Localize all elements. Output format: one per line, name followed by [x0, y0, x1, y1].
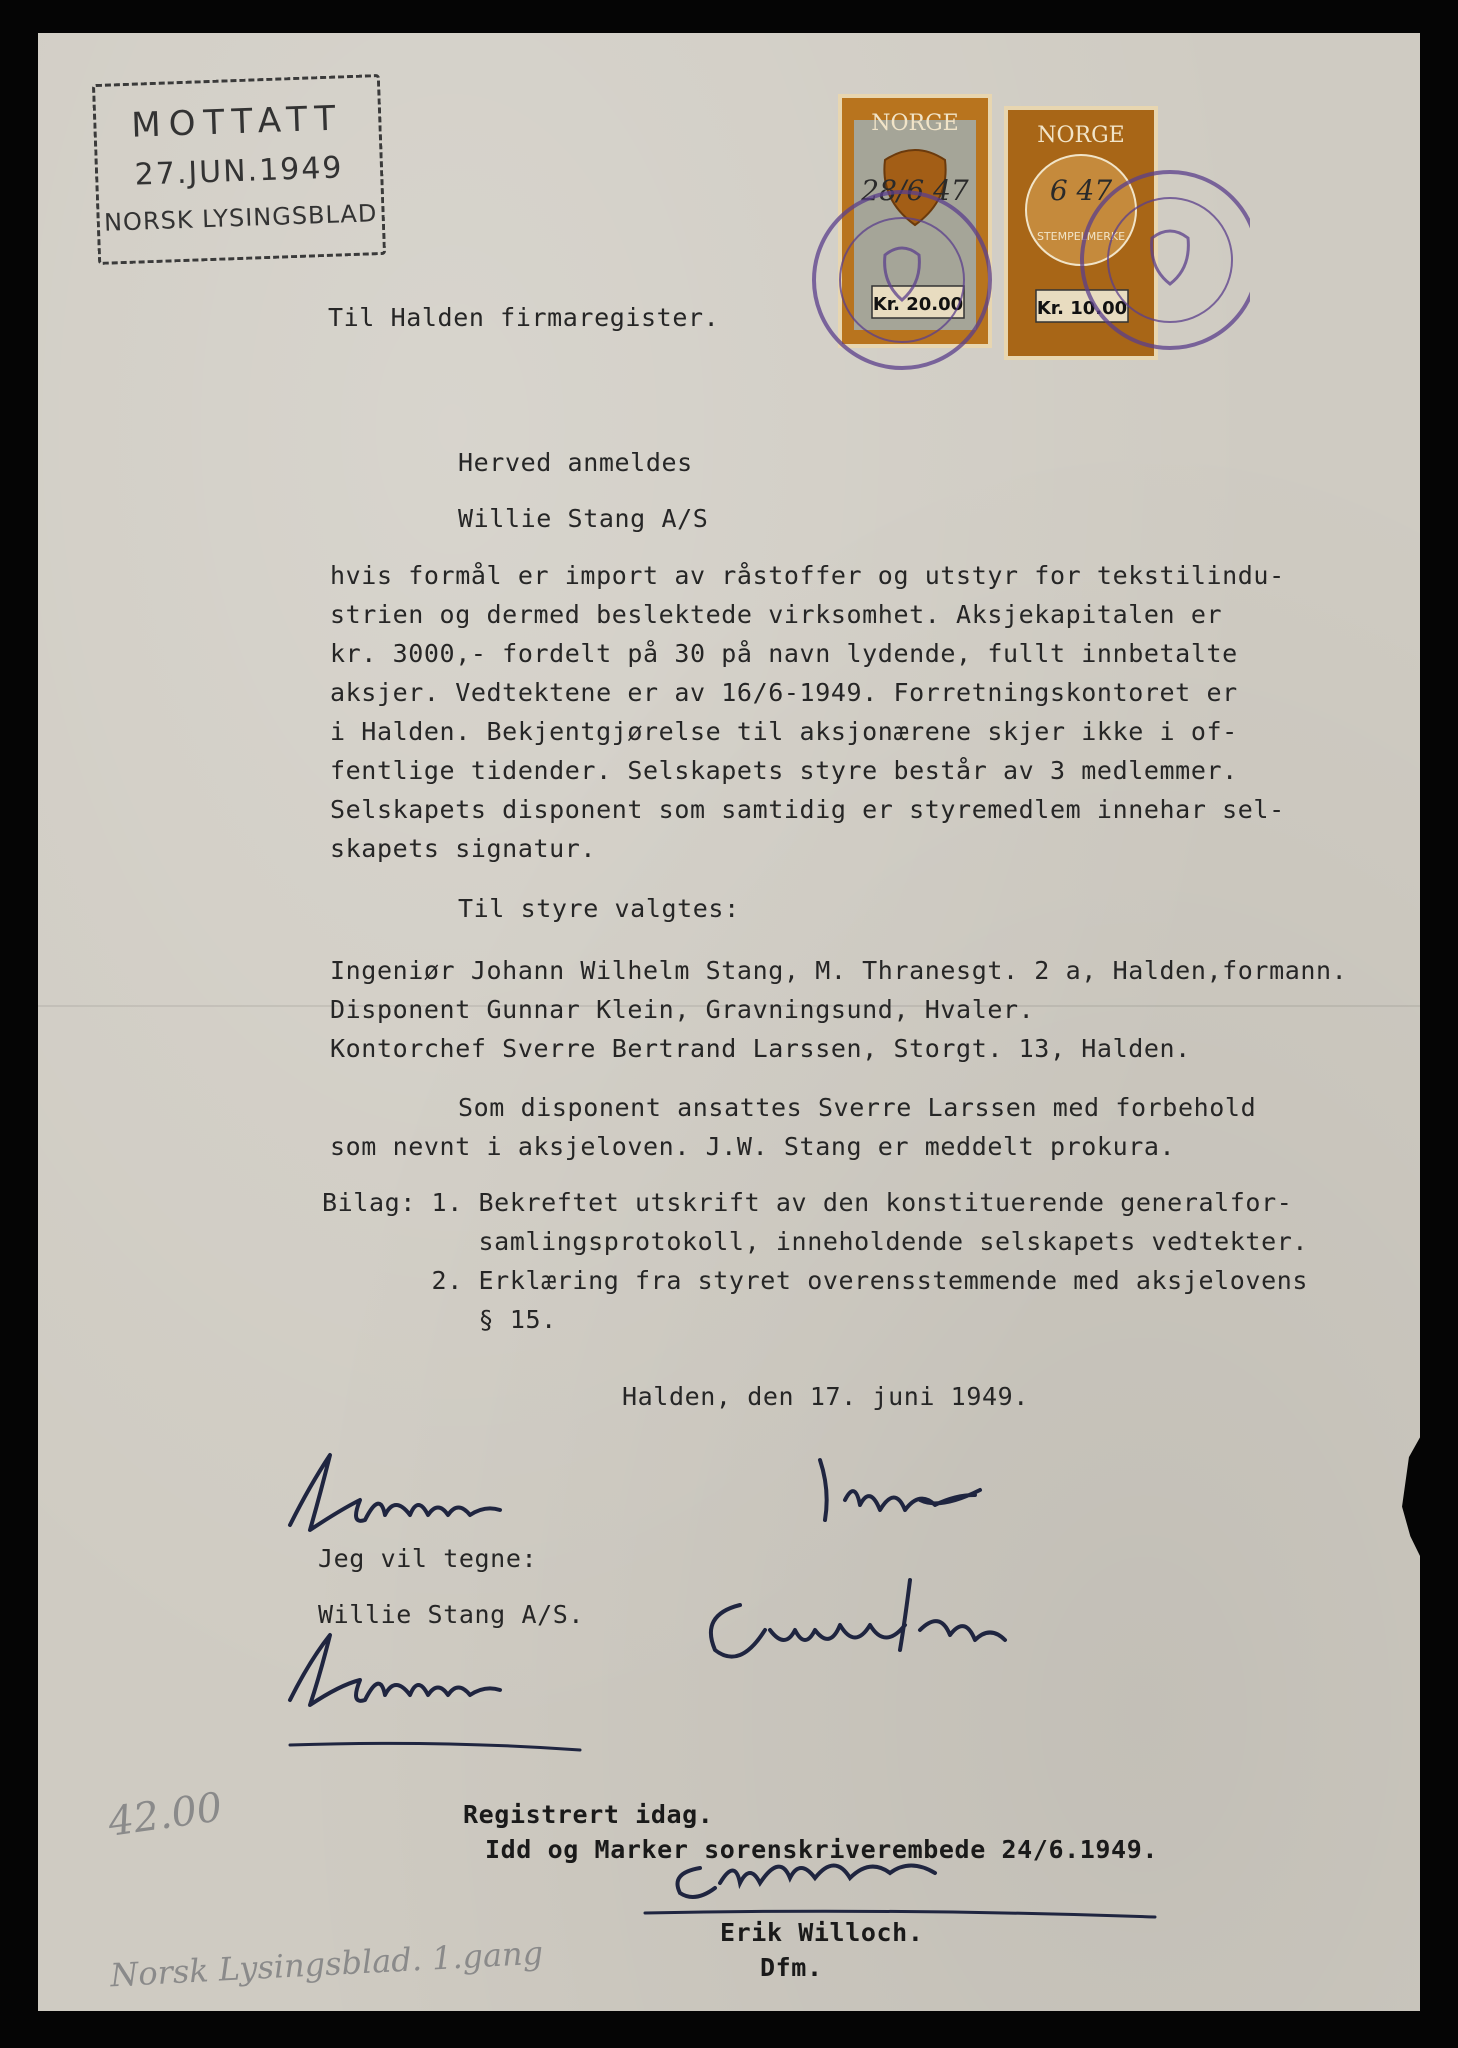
body-line: hvis formål er import av råstoffer og utstyr for tekstilindu-: [330, 561, 1285, 590]
stamp1-country: NORGE: [871, 111, 959, 136]
place-date: Halden, den 17. juni 1949.: [622, 1382, 1029, 1411]
registrar-title: Dfm.: [760, 1953, 823, 1982]
appointment-line: Som disponent ansattes Sverre Larssen med forbehold: [458, 1093, 1257, 1122]
attachment-line: 2. Erklæring fra styret overensstemmende med aksjelovens: [322, 1266, 1309, 1295]
stamp1-value: Kr. 20.00: [872, 294, 964, 315]
received-stamp-line1: MOTTATT: [130, 98, 344, 146]
addressee: Til Halden firmaregister.: [328, 303, 720, 332]
attachment-line: Bilag: 1. Bekreftet utskrift av den konstituerende generalfor-: [322, 1188, 1293, 1217]
stamp2-handwritten: 6 47: [1049, 174, 1113, 207]
signature-stang: [820, 1460, 980, 1520]
revenue-stamp-10-icon: [1006, 108, 1156, 358]
sign-company: Willie Stang A/S.: [318, 1600, 585, 1629]
registration-line1: Registrert idag.: [463, 1800, 714, 1829]
board-intro: Til styre valgtes:: [458, 894, 740, 923]
stamp1-handwritten: 28/6 47: [861, 174, 969, 207]
pencil-note: Norsk Lysingsblad. 1.gang: [109, 1933, 544, 1995]
stamp2-subtext: STEMPELMERKE: [1036, 230, 1126, 243]
company-name: Willie Stang A/S: [458, 504, 709, 533]
board-member: Ingeniør Johann Wilhelm Stang, M. Thranesgt. 2 a, Halden,formann.: [330, 956, 1348, 985]
registration-line2: Idd og Marker sorenskriverembede 24/6.1949.: [485, 1835, 1159, 1864]
received-stamp: [92, 74, 386, 265]
body-line: Selskapets disponent som samtidig er styremedlem innehar sel-: [330, 795, 1285, 824]
body-line: skapets signatur.: [330, 834, 597, 863]
body-line: i Halden. Bekjentgjørelse til aksjonærene skjer ikke i of-: [330, 717, 1238, 746]
body-line: aksjer. Vedtektene er av 16/6-1949. Forretningskontoret er: [330, 678, 1238, 707]
signature-larssen-2: [290, 1635, 500, 1705]
registrar-name: Erik Willoch.: [720, 1918, 924, 1947]
received-stamp-date: 27.JUN.1949: [134, 150, 345, 193]
attachment-line: § 15.: [322, 1305, 557, 1334]
signature-klein: [711, 1580, 1005, 1657]
sign-intro: Jeg vil tegne:: [318, 1544, 538, 1573]
board-member: Kontorchef Sverre Bertrand Larssen, Storgt. 13, Halden.: [330, 1034, 1191, 1063]
signature-willoch: [640, 1848, 1160, 1928]
stamp2-country: NORGE: [1037, 123, 1125, 148]
pencil-fee: 42.00: [105, 1784, 226, 1846]
board-member: Disponent Gunnar Klein, Gravningsund, Hvaler.: [330, 995, 1035, 1024]
signatures: [270, 1430, 1130, 1770]
body-line: kr. 3000,- fordelt på 30 på navn lydende, fullt innbetalte: [330, 639, 1238, 668]
attachment-line: samlingsprotokoll, inneholdende selskapets vedtekter.: [322, 1227, 1309, 1256]
intro-line: Herved anmeldes: [458, 448, 693, 477]
appointment-line: som nevnt i aksjeloven. J.W. Stang er meddelt prokura.: [330, 1132, 1176, 1161]
signature-larssen-1: [290, 1455, 500, 1530]
body-line: strien og dermed beslektede virksomhet. Aksjekapitalen er: [330, 600, 1223, 629]
received-stamp-line3: NORSK LYSINGSBLAD: [103, 199, 378, 237]
revenue-stamps: [790, 90, 1250, 390]
body-line: fentlige tidender. Selskapets styre består av 3 medlemmer.: [330, 756, 1238, 785]
stamp2-value: Kr. 10.00: [1036, 298, 1128, 319]
